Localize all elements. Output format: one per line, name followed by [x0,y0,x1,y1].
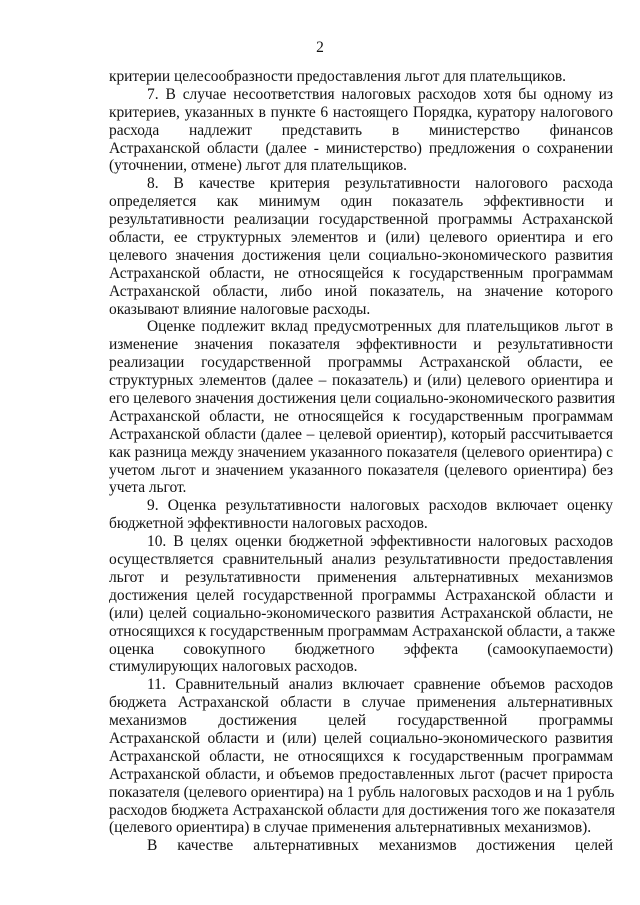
text-line: реализации государственной программы Астраханской области, ее [109,354,613,372]
text-line: Астраханской области, и объемов предоставленных льгот (расчет прироста [109,765,613,783]
text-line: 8. В качестве критерия результативности налогового расхода [147,175,613,193]
text-line: Астраханской области, не относящихся к государственным программам [109,747,613,765]
text-line: учета льгот. [109,479,187,497]
text-line: 9. Оценка результативности налоговых расходов включает оценку [147,497,613,515]
text-line: области, ее структурных элементов и (или) целевого ориентира и его [109,229,613,247]
text-line: Астраханской области и (или) целей социально-экономического развития [109,729,613,747]
text-line: относящихся к государственным программам Астраханской области, а также [109,622,616,640]
text-line: (уточнении, отмене) льгот для плательщиков. [109,157,407,175]
text-line: достижения целей государственной программы Астраханской области и [109,586,613,604]
text-line: (или) целей социально-экономического развития Астраханской области, не [109,604,613,622]
text-line: льгот и результативности применения альтернативных механизмов [109,568,613,586]
text-line: механизмов достижения целей государственной программы [109,712,613,730]
text-line: 7. В случае несоответствия налоговых расходов хотя бы одному из [147,85,613,103]
text-line: расходов бюджета Астраханской области для достижения того же показателя [109,801,616,819]
text-line: 10. В целях оценки бюджетной эффективности налоговых расходов [147,533,613,551]
text-line: Оценке подлежит вклад предусмотренных для плательщиков льгот в [147,318,613,336]
text-line: бюджета Астраханской области в случае применения альтернативных [109,694,613,712]
text-line: Астраханской области (далее – целевой ориентир), который рассчитывается [109,425,613,443]
text-line: как разница между значением указанного показателя (целевого ориентира) с [109,443,613,461]
text-line: результативности реализации государственной программы Астраханской [109,211,613,229]
page-number: 2 [316,39,324,56]
text-line: структурных элементов (далее – показатель) и (или) целевого ориентира и [109,372,613,390]
text-line: изменение значения показателя эффективности и результативности [109,336,613,354]
text-line: его целевого значения достижения цели социально-экономического развития [109,390,616,408]
text-line: оказывают влияние налоговые расходы. [109,300,371,318]
text-line: целевого значения достижения цели социально-экономического развития [109,246,613,264]
text-line: Астраханской области, либо иной показатель, на значение которого [109,282,613,300]
text-line: Астраханской области, не относящейся к государственным программам [109,407,613,425]
text-line: стимулирующих налоговых расходов. [109,658,358,676]
text-line: 11. Сравнительный анализ включает сравнение объемов расходов [147,676,613,694]
text-line: Астраханской области (далее - министерство) предложения о сохранении [109,139,613,157]
text-line: оценка совокупного бюджетного эффекта (самоокупаемости) [109,640,613,658]
text-line: В качестве альтернативных механизмов достижения целей [147,837,613,855]
text-line: критерии целесообразности предоставления льгот для плательщиков. [109,68,566,85]
text-line: определяется как минимум один показатель эффективности и [109,193,613,211]
text-line: Астраханской области, не относящейся к государственным программам [109,264,613,282]
document-body [109,68,616,855]
text-line: расхода надлежит представить в министерство финансов [109,121,613,139]
text-line: критериев, указанных в пункте 6 настоящего Порядка, куратору налогового [109,103,613,121]
text-line: учетом льгот и значением указанного показателя (целевого ориентира) без [109,461,613,479]
text-line: бюджетной эффективности налоговых расходов. [109,515,428,533]
text-line: осуществляется сравнительный анализ результативности предоставления [109,551,613,569]
text-line: показателя (целевого ориентира) на 1 рубль налоговых расходов и на 1 рубль [109,783,615,801]
text-line: (целевого ориентира) в случае применения альтернативных механизмов). [109,819,592,837]
